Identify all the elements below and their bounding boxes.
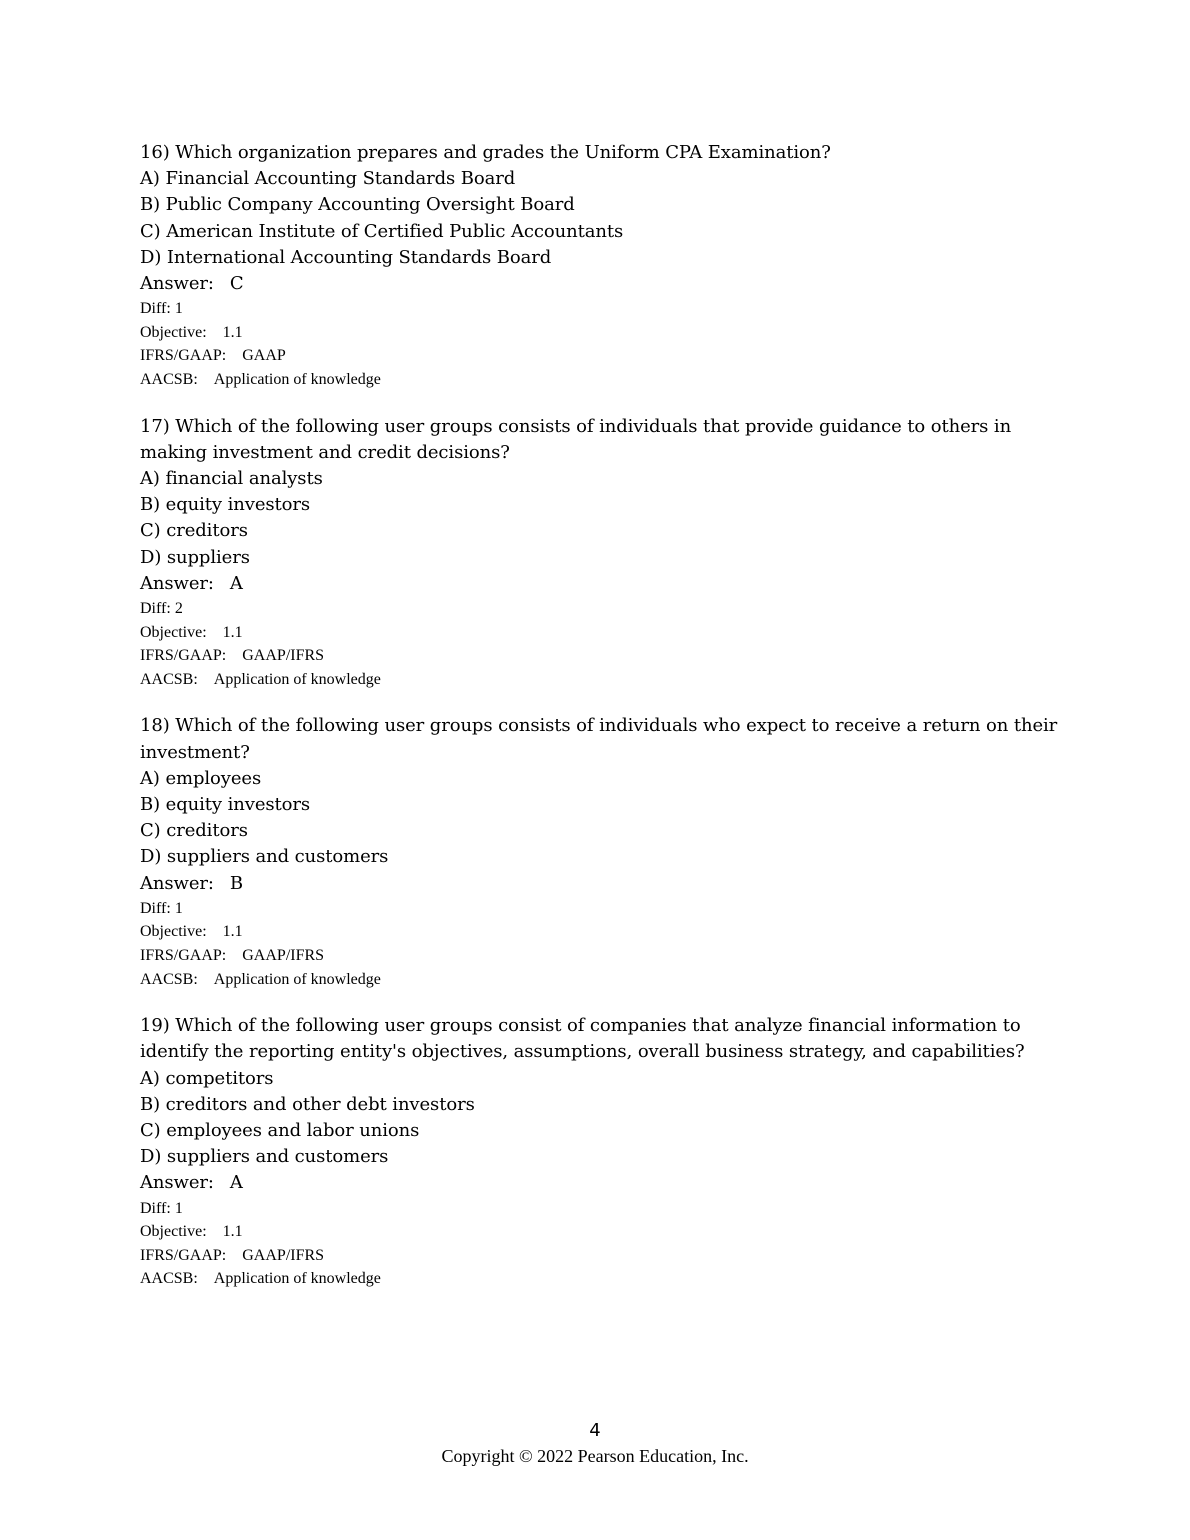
choice-b: B) equity investors: [140, 794, 311, 815]
aacsb-value: Application of knowledge: [213, 670, 381, 688]
choice-a: A) financial analysts: [140, 468, 323, 489]
choice-b: B) Public Company Accounting Oversight Board: [140, 194, 575, 216]
objective-line: [140, 920, 1070, 944]
question-19: [140, 1013, 1070, 1291]
answer-value: A: [229, 1172, 243, 1194]
ifrs-gaap-label: IFRS/GAAP:: [140, 647, 227, 665]
choice-a: A) employees: [140, 767, 262, 789]
answer-value: A: [229, 572, 243, 594]
choice-c: C) creditors: [140, 820, 248, 842]
choice-b: B) equity investors: [140, 494, 311, 516]
difficulty: Diff: 1: [140, 899, 183, 917]
answer-line: [140, 271, 1070, 297]
ifrs-gaap-line: [140, 344, 1070, 368]
question-text: 16) Which organization prepares and grades the Uniform CPA Examination?: [140, 142, 831, 163]
ifrs-gaap-value: GAAP: [242, 347, 286, 365]
answer-label: Answer:: [140, 1172, 214, 1194]
ifrs-gaap-line: [140, 644, 1070, 668]
question-16: [140, 140, 1070, 392]
answer-label: Answer:: [140, 872, 214, 894]
answer-label: Answer:: [140, 273, 214, 295]
aacsb-label: AACSB:: [140, 1270, 198, 1288]
answer-line: [140, 871, 1070, 897]
difficulty: Diff: 2: [140, 600, 183, 618]
choice-a: A) competitors: [140, 1067, 274, 1089]
objective-line: [140, 1220, 1070, 1244]
objective-line: [140, 321, 1070, 345]
aacsb-line: [140, 1267, 1070, 1291]
aacsb-line: [140, 368, 1070, 392]
objective-value: 1.1: [222, 623, 243, 641]
question-18: [140, 713, 1070, 991]
aacsb-value: Application of knowledge: [213, 371, 381, 388]
ifrs-gaap-value: GAAP/IFRS: [242, 1246, 325, 1264]
objective-label: Objective:: [140, 323, 207, 341]
objective-value: 1.1: [222, 323, 243, 341]
choice-a: A) Financial Accounting Standards Board: [140, 168, 516, 190]
answer-value: C: [229, 273, 244, 295]
choice-d: D) suppliers: [140, 546, 250, 568]
objective-value: 1.1: [222, 1223, 243, 1241]
choice-c: C) American Institute of Certified Public Accountants: [140, 220, 624, 242]
ifrs-gaap-line: [140, 944, 1070, 968]
aacsb-label: AACSB:: [140, 371, 198, 388]
question-page: [140, 140, 1070, 1313]
objective-label: Objective:: [140, 1223, 207, 1241]
difficulty: Diff: 1: [140, 1199, 183, 1217]
page-number: 4: [589, 1420, 601, 1441]
choice-d: D) International Accounting Standards Board: [140, 246, 552, 268]
answer-value: B: [229, 872, 243, 894]
aacsb-label: AACSB:: [140, 670, 198, 688]
question-17: [140, 414, 1070, 692]
objective-label: Objective:: [140, 623, 207, 641]
choice-d: D) suppliers and customers: [140, 1146, 389, 1168]
aacsb-value: Application of knowledge: [213, 1270, 381, 1288]
choice-b: B) creditors and other debt investors: [140, 1093, 475, 1115]
objective-value: 1.1: [222, 923, 243, 941]
aacsb-value: Application of knowledge: [213, 970, 381, 988]
choice-d: D) suppliers and customers: [140, 846, 389, 868]
ifrs-gaap-label: IFRS/GAAP:: [140, 1246, 227, 1264]
objective-line: [140, 621, 1070, 645]
ifrs-gaap-value: GAAP/IFRS: [242, 647, 325, 665]
choice-c: C) employees and labor unions: [140, 1120, 420, 1141]
aacsb-line: [140, 668, 1070, 692]
aacsb-label: AACSB:: [140, 970, 198, 988]
copyright-notice: Copyright © 2022 Pearson Education, Inc.: [441, 1446, 749, 1466]
objective-label: Objective:: [140, 923, 207, 941]
choice-c: C) creditors: [140, 520, 248, 542]
ifrs-gaap-line: [140, 1244, 1070, 1268]
aacsb-line: [140, 968, 1070, 992]
answer-line: [140, 571, 1070, 597]
answer-line: [140, 1170, 1070, 1196]
answer-label: Answer:: [140, 572, 214, 594]
difficulty: Diff: 1: [140, 300, 183, 318]
ifrs-gaap-label: IFRS/GAAP:: [140, 947, 227, 964]
question-text: 18) Which of the following user groups consists of individuals who expect to receive a return on their investment?: [140, 715, 1058, 763]
ifrs-gaap-value: GAAP/IFRS: [242, 947, 325, 964]
question-text: 19) Which of the following user groups consist of companies that analyze financial information to identify the reporting entity's objectives, assumptions, overall business strategy, and capabilities?: [140, 1015, 1025, 1063]
question-text: 17) Which of the following user groups consists of individuals that provide guidance to others in making investment and credit decisions?: [140, 415, 1012, 463]
ifrs-gaap-label: IFRS/GAAP:: [140, 347, 227, 365]
